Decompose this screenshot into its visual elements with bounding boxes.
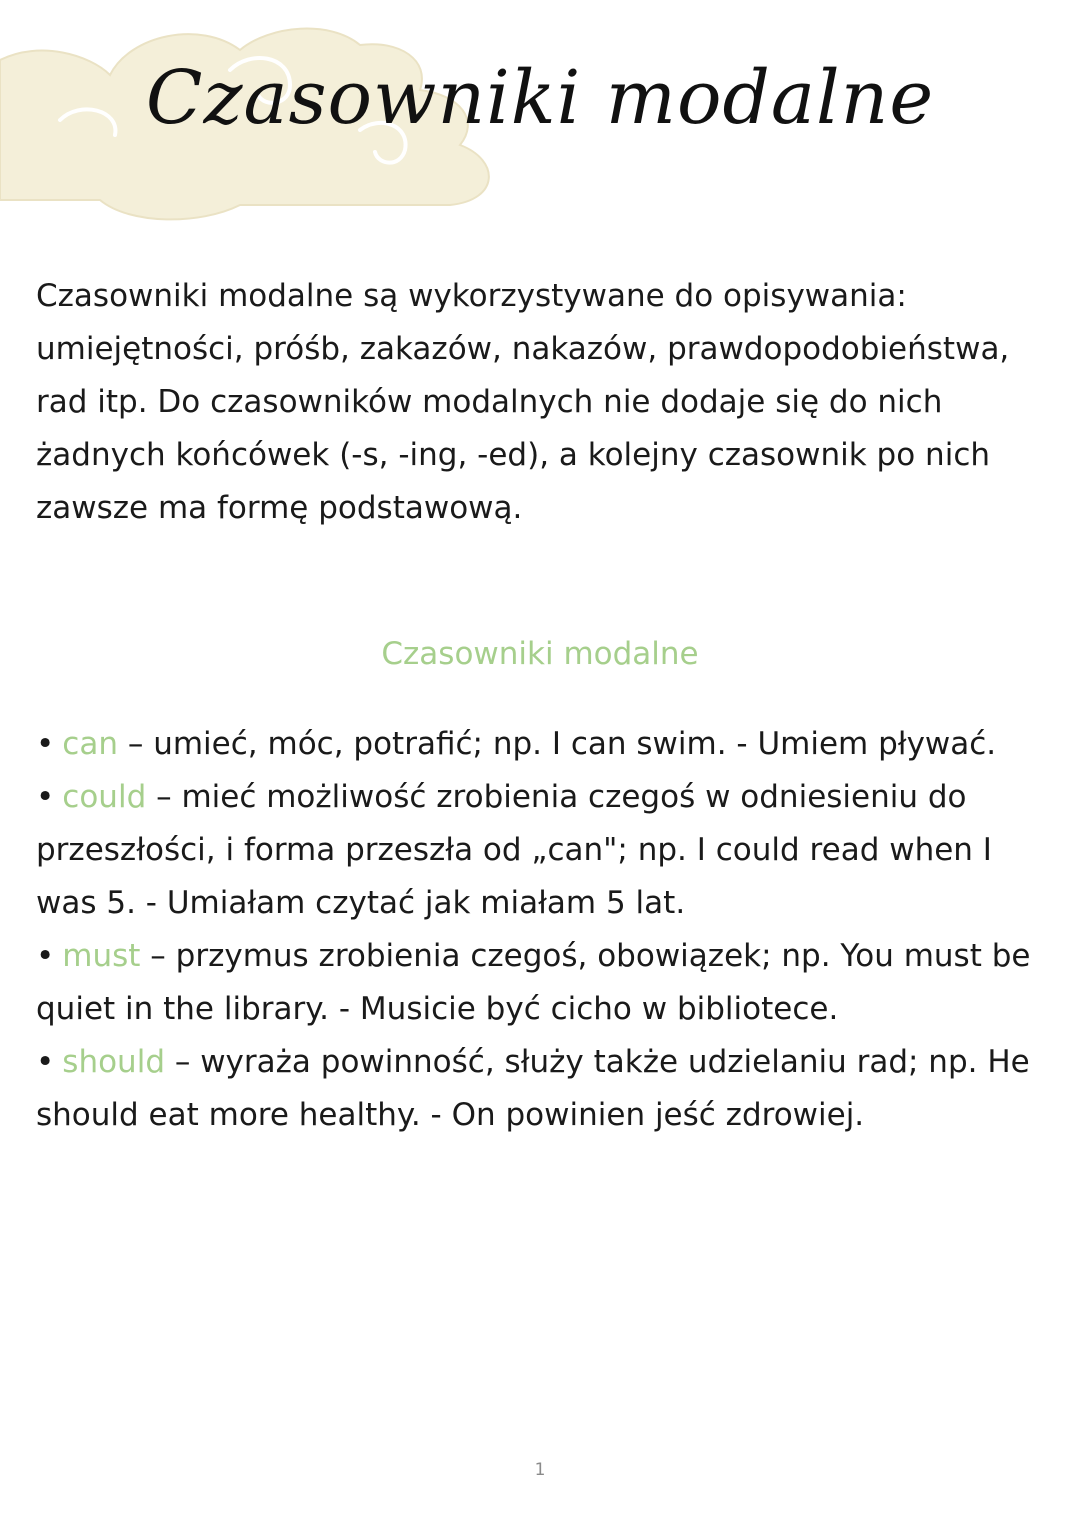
bullet-icon: • [36, 726, 55, 762]
list-item [36, 930, 1046, 1036]
bullet-icon: • [36, 779, 55, 815]
page-number: 1 [534, 1460, 546, 1480]
verb-description: – umieć, móc, potrafić; np. I can swim. - Umiem pływać. [118, 726, 997, 762]
intro-paragraph: Czasowniki modalne są wykorzystywane do opisywania: umiejętności, próśb, zakazów, nakazów, prawdopodobieństwa, rad itp. Do czasowników modalnych nie dodaje się do nich żadnych końcówek (-s, -ing, -ed), a kolejny czasownik po nich zawsze ma formę podstawową. [36, 278, 1010, 526]
verb-description: – przymus zrobienia czegoś, obowiązek; np. You must be quiet in the library. - Musicie być cicho w bibliotece. [36, 938, 1031, 1027]
list-item [36, 771, 1046, 930]
verb-description: – wyraża powinność, służy także udzielaniu rad; np. He should eat more healthy. - On powinien jeść zdrowiej. [36, 1044, 1030, 1133]
modal-verbs-list [36, 718, 1046, 1142]
bullet-icon: • [36, 1044, 55, 1080]
list-item [36, 718, 1046, 771]
section-heading: Czasowniki modalne [381, 636, 699, 672]
modal-verb: should [62, 1044, 165, 1080]
modal-verb: can [62, 726, 118, 762]
modal-verb: must [62, 938, 141, 974]
bullet-icon: • [36, 938, 55, 974]
list-item [36, 1036, 1046, 1142]
page-title: Czasowniki modalne [145, 55, 935, 141]
verb-description: – mieć możliwość zrobienia czegoś w odniesieniu do przeszłości, i forma przeszła od „can"; np. I could read when I was 5. - Umiałam czytać jak miałam 5 lat. [36, 779, 992, 921]
modal-verb: could [62, 779, 147, 815]
